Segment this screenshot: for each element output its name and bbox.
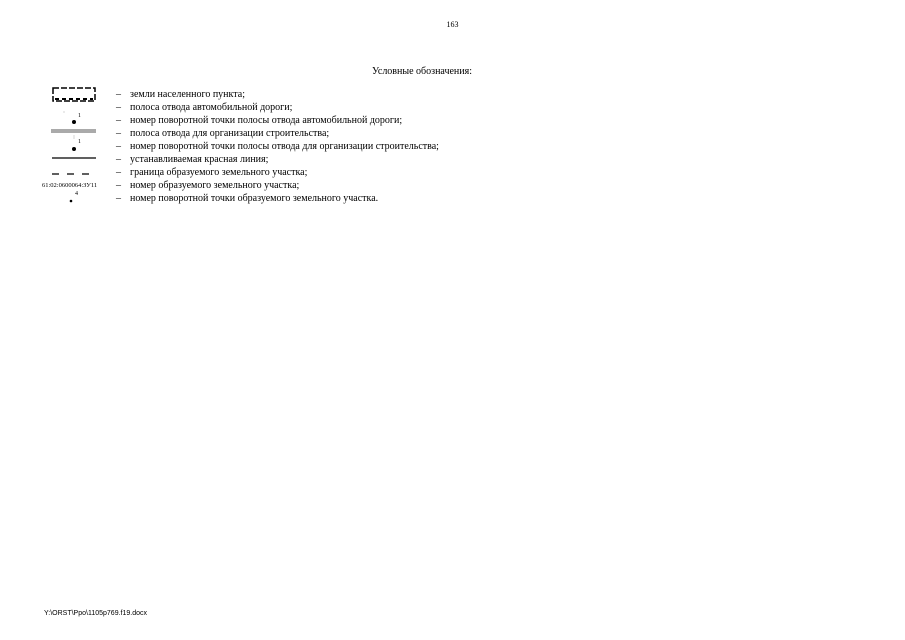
legend-dash: – (116, 154, 121, 165)
legend-item (40, 114, 560, 127)
parcel-number-text: 61:02:0600064:ЗУ11 (42, 182, 98, 189)
legend-dash: – (116, 115, 121, 126)
turning-point-number: 4 (75, 191, 78, 197)
road-right-of-way-icon (40, 101, 110, 114)
settlement-land-icon (40, 88, 110, 101)
legend-label: номер образуемого земельного участка; (130, 180, 300, 191)
construction-strip-icon (40, 127, 110, 140)
legend-label: полоса отвода автомобильной дороги; (130, 102, 293, 113)
red-line-icon (40, 153, 110, 166)
footer-file-path: Y:\ORST\Ppo\1105p769.f19.docx (44, 610, 147, 617)
legend-item (40, 88, 560, 101)
legend-dash: – (116, 193, 121, 204)
legend-item (40, 192, 560, 205)
legend-item (40, 127, 560, 140)
legend-dash: – (116, 102, 121, 113)
legend-item (40, 179, 560, 192)
road-turning-point-icon (40, 114, 110, 127)
legend-label: номер поворотной точки образуемого земельного участка. (130, 193, 379, 204)
turning-point-number: 1 (78, 139, 81, 145)
legend-label: земли населенного пункта; (130, 89, 245, 100)
parcel-boundary-icon (40, 166, 110, 179)
parcel-turning-point-icon (40, 192, 110, 205)
legend-dash: – (116, 180, 121, 191)
legend-label: номер поворотной точки полосы отвода для организации строительства; (130, 141, 439, 152)
legend-item (40, 153, 560, 166)
legend-dash: – (116, 167, 121, 178)
legend-item (40, 140, 560, 153)
turning-point-number: 1 (78, 113, 81, 119)
legend-dash: – (116, 128, 121, 139)
legend-title: Условные обозначения: (372, 66, 473, 77)
legend-dash: – (116, 89, 121, 100)
legend (40, 88, 560, 205)
legend-label: устанавливаемая красная линия; (130, 154, 269, 165)
legend-dash: – (116, 141, 121, 152)
legend-item (40, 101, 560, 114)
legend-item (40, 166, 560, 179)
legend-label: полоса отвода для организации строительства; (130, 128, 330, 139)
page-number: 163 (446, 20, 459, 29)
construction-turning-point-icon (40, 140, 110, 153)
legend-label: номер поворотной точки полосы отвода автомобильной дороги; (130, 115, 403, 126)
legend-label: граница образуемого земельного участка; (130, 167, 308, 178)
